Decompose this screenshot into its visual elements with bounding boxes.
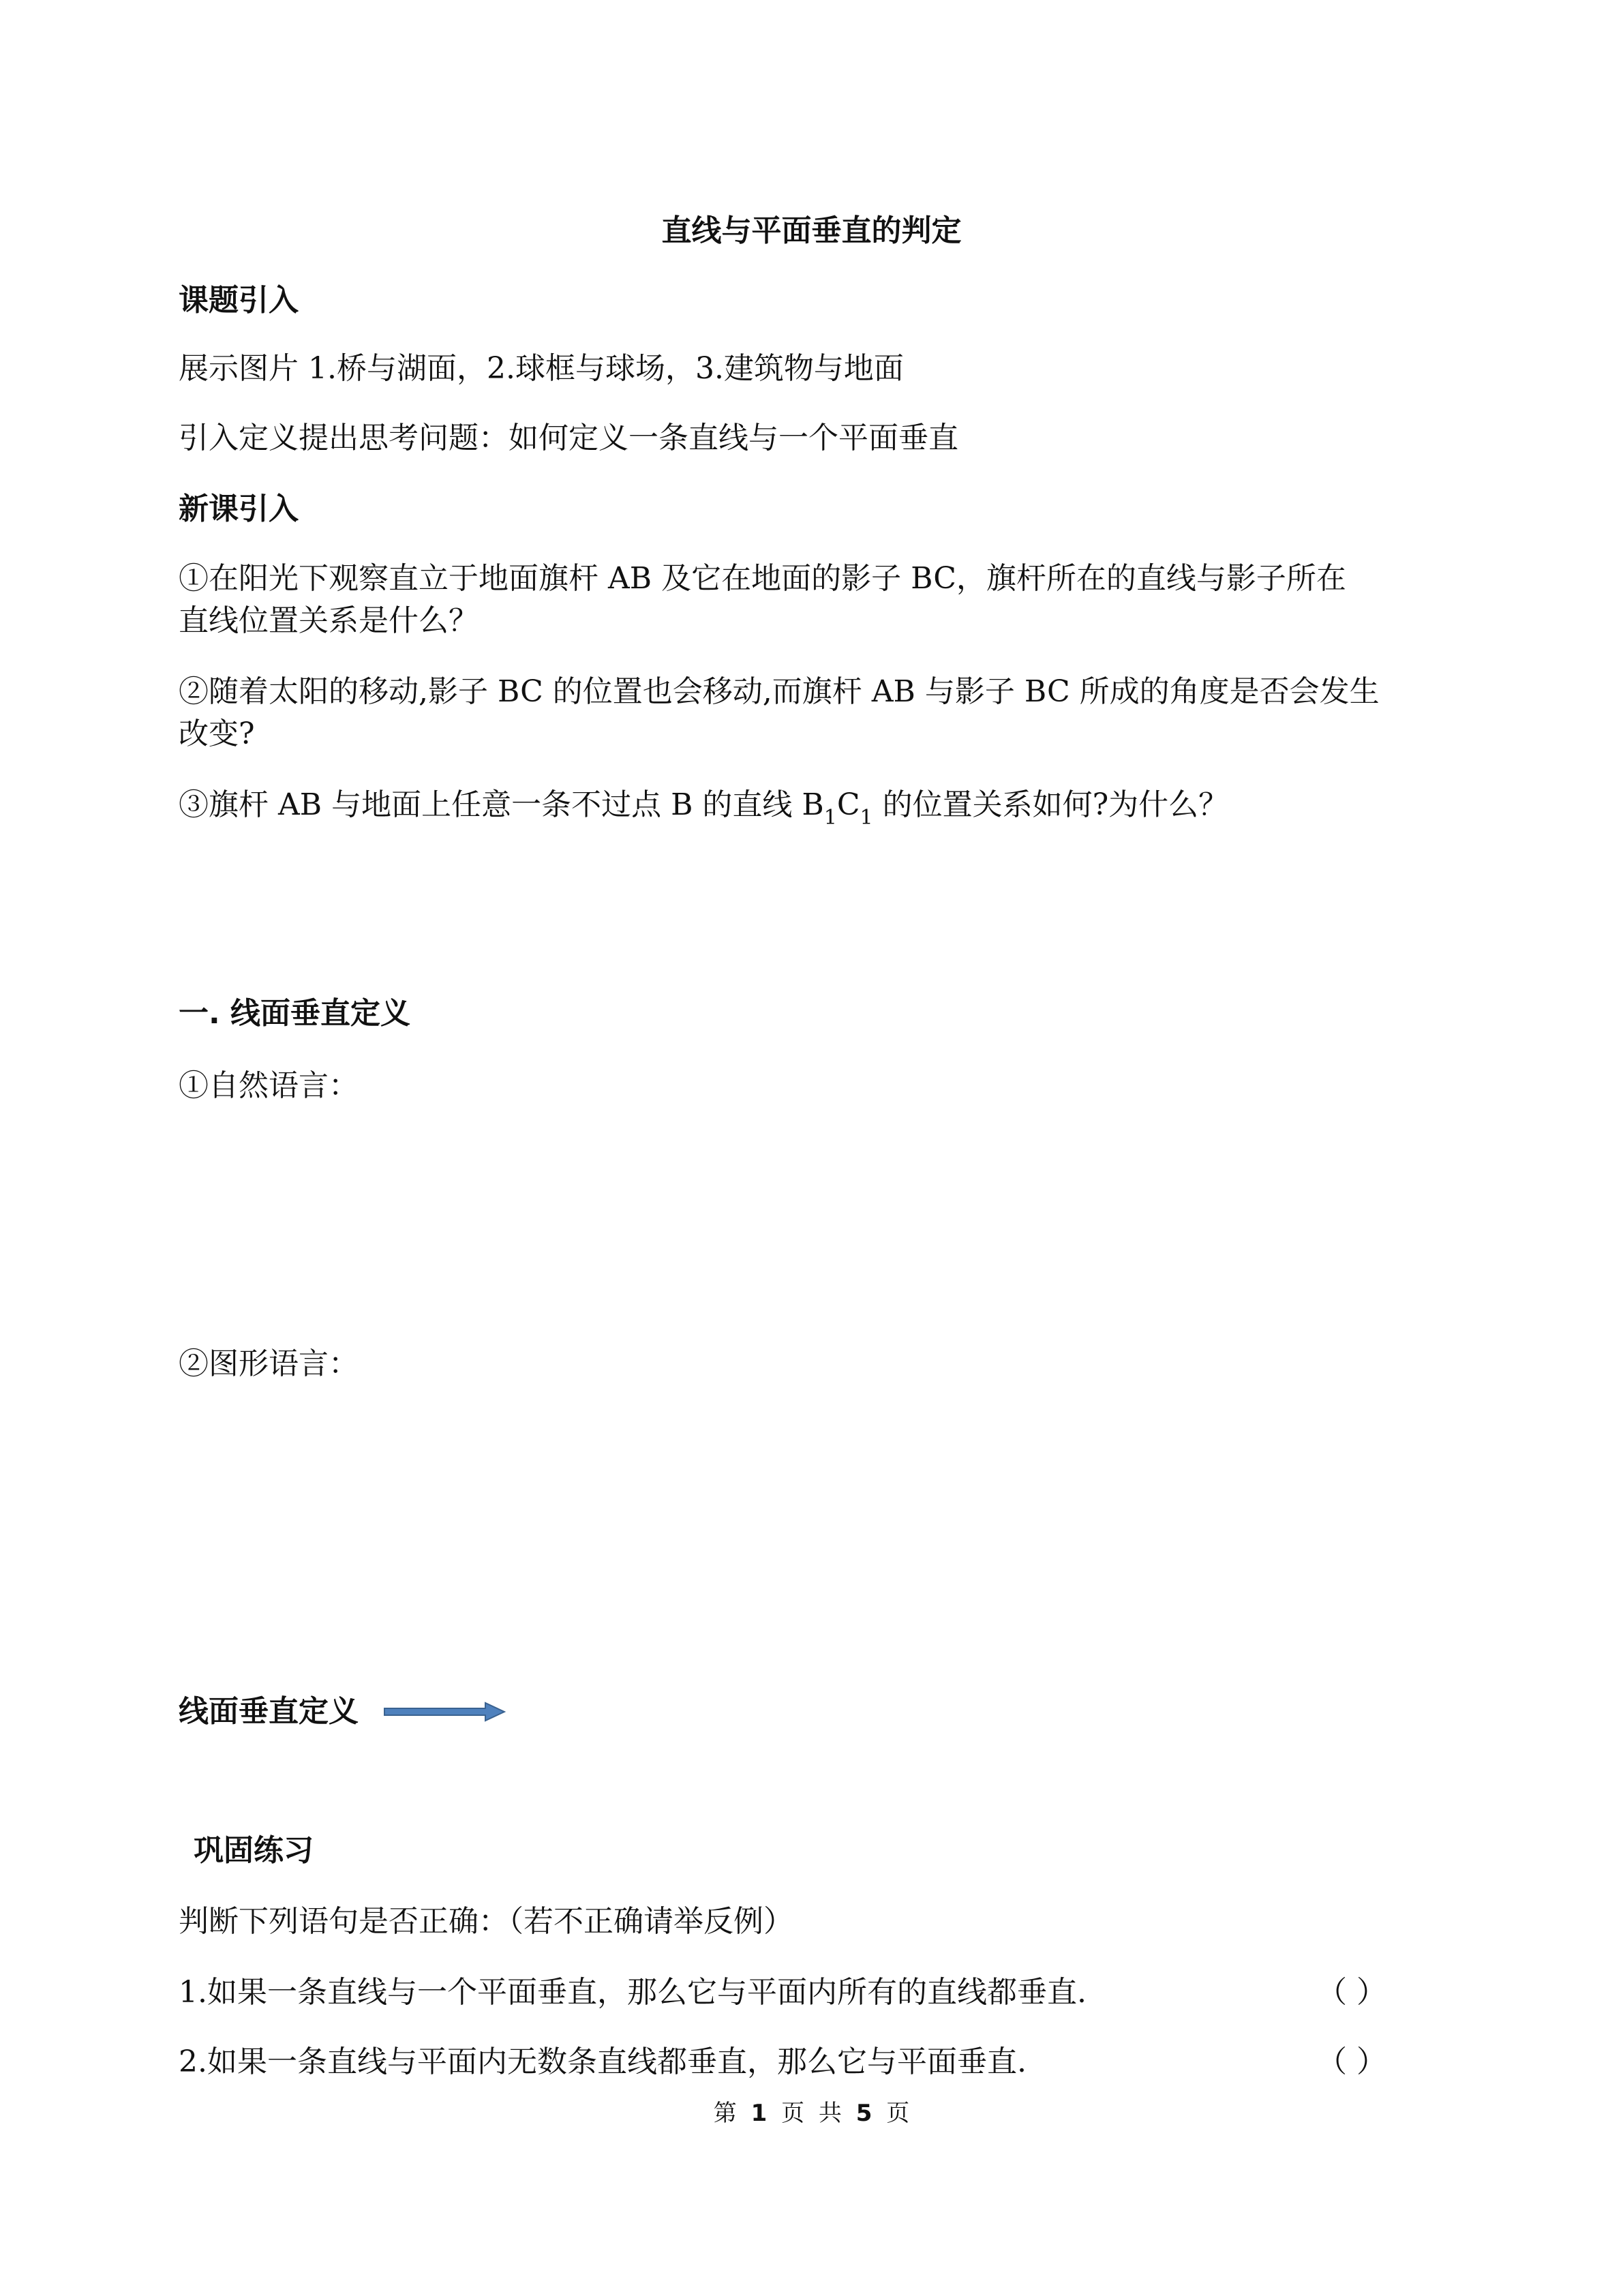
subscript-2: 1 bbox=[860, 806, 873, 830]
definition-arrow-label: 线面垂直定义 bbox=[179, 1694, 359, 1729]
question-3-post: 的位置关系如何?为什么？ bbox=[873, 787, 1229, 822]
question-3-pre: ③旗杆 AB 与地面上任意一条不过点 B 的直线 B bbox=[179, 787, 824, 822]
subscript-1: 1 bbox=[823, 806, 837, 830]
answer-bracket-1: （ ） bbox=[1317, 1975, 1386, 2010]
answer-bracket-2: （ ） bbox=[1317, 2044, 1386, 2079]
question-3-mid: C bbox=[836, 787, 860, 822]
question-3 bbox=[179, 784, 1228, 830]
question-2-line-1: ②随着太阳的移动,影子 BC 的位置也会移动,而旗杆 AB 与影子 BC 所成的角度是否会发生 bbox=[179, 674, 1380, 709]
footer-post: 页 bbox=[886, 2100, 910, 2127]
page-footer bbox=[0, 2097, 1623, 2130]
page-title: 直线与平面垂直的判定 bbox=[661, 213, 962, 248]
intro-heading: 课题引入 bbox=[179, 283, 299, 318]
question-1-line-2: 直线位置关系是什么？ bbox=[179, 603, 479, 638]
definition-heading: 一. 线面垂直定义 bbox=[179, 996, 411, 1031]
footer-mid: 页 共 bbox=[781, 2100, 842, 2127]
intro-line-2: 引入定义提出思考问题：如何定义一条直线与一个平面垂直 bbox=[179, 421, 958, 455]
practice-heading: 巩固练习 bbox=[194, 1833, 314, 1868]
right-arrow-icon bbox=[383, 1702, 506, 1722]
exercise-item-2: 2.如果一条直线与平面内无数条直线都垂直，那么它与平面垂直. bbox=[179, 2044, 1027, 2079]
current-page-number: 1 bbox=[750, 2100, 768, 2127]
question-1-line-1: ①在阳光下观察直立于地面旗杆 AB 及它在地面的影子 BC，旗杆所在的直线与影子所在 bbox=[179, 561, 1346, 596]
exercise-item-1: 1.如果一条直线与一个平面垂直，那么它与平面内所有的直线都垂直. bbox=[179, 1975, 1087, 2010]
new-lesson-heading: 新课引入 bbox=[179, 492, 299, 526]
question-2-line-2: 改变? bbox=[179, 716, 255, 751]
footer-pre: 第 bbox=[713, 2100, 737, 2127]
graphic-language-label: ②图形语言： bbox=[179, 1346, 359, 1381]
total-page-number: 5 bbox=[855, 2100, 873, 2127]
judge-prompt: 判断下列语句是否正确：（若不正确请举反例） bbox=[179, 1904, 793, 1939]
intro-line-1: 展示图片 1.桥与湖面，2.球框与球场，3.建筑物与地面 bbox=[179, 351, 904, 386]
natural-language-label: ①自然语言： bbox=[179, 1068, 359, 1103]
